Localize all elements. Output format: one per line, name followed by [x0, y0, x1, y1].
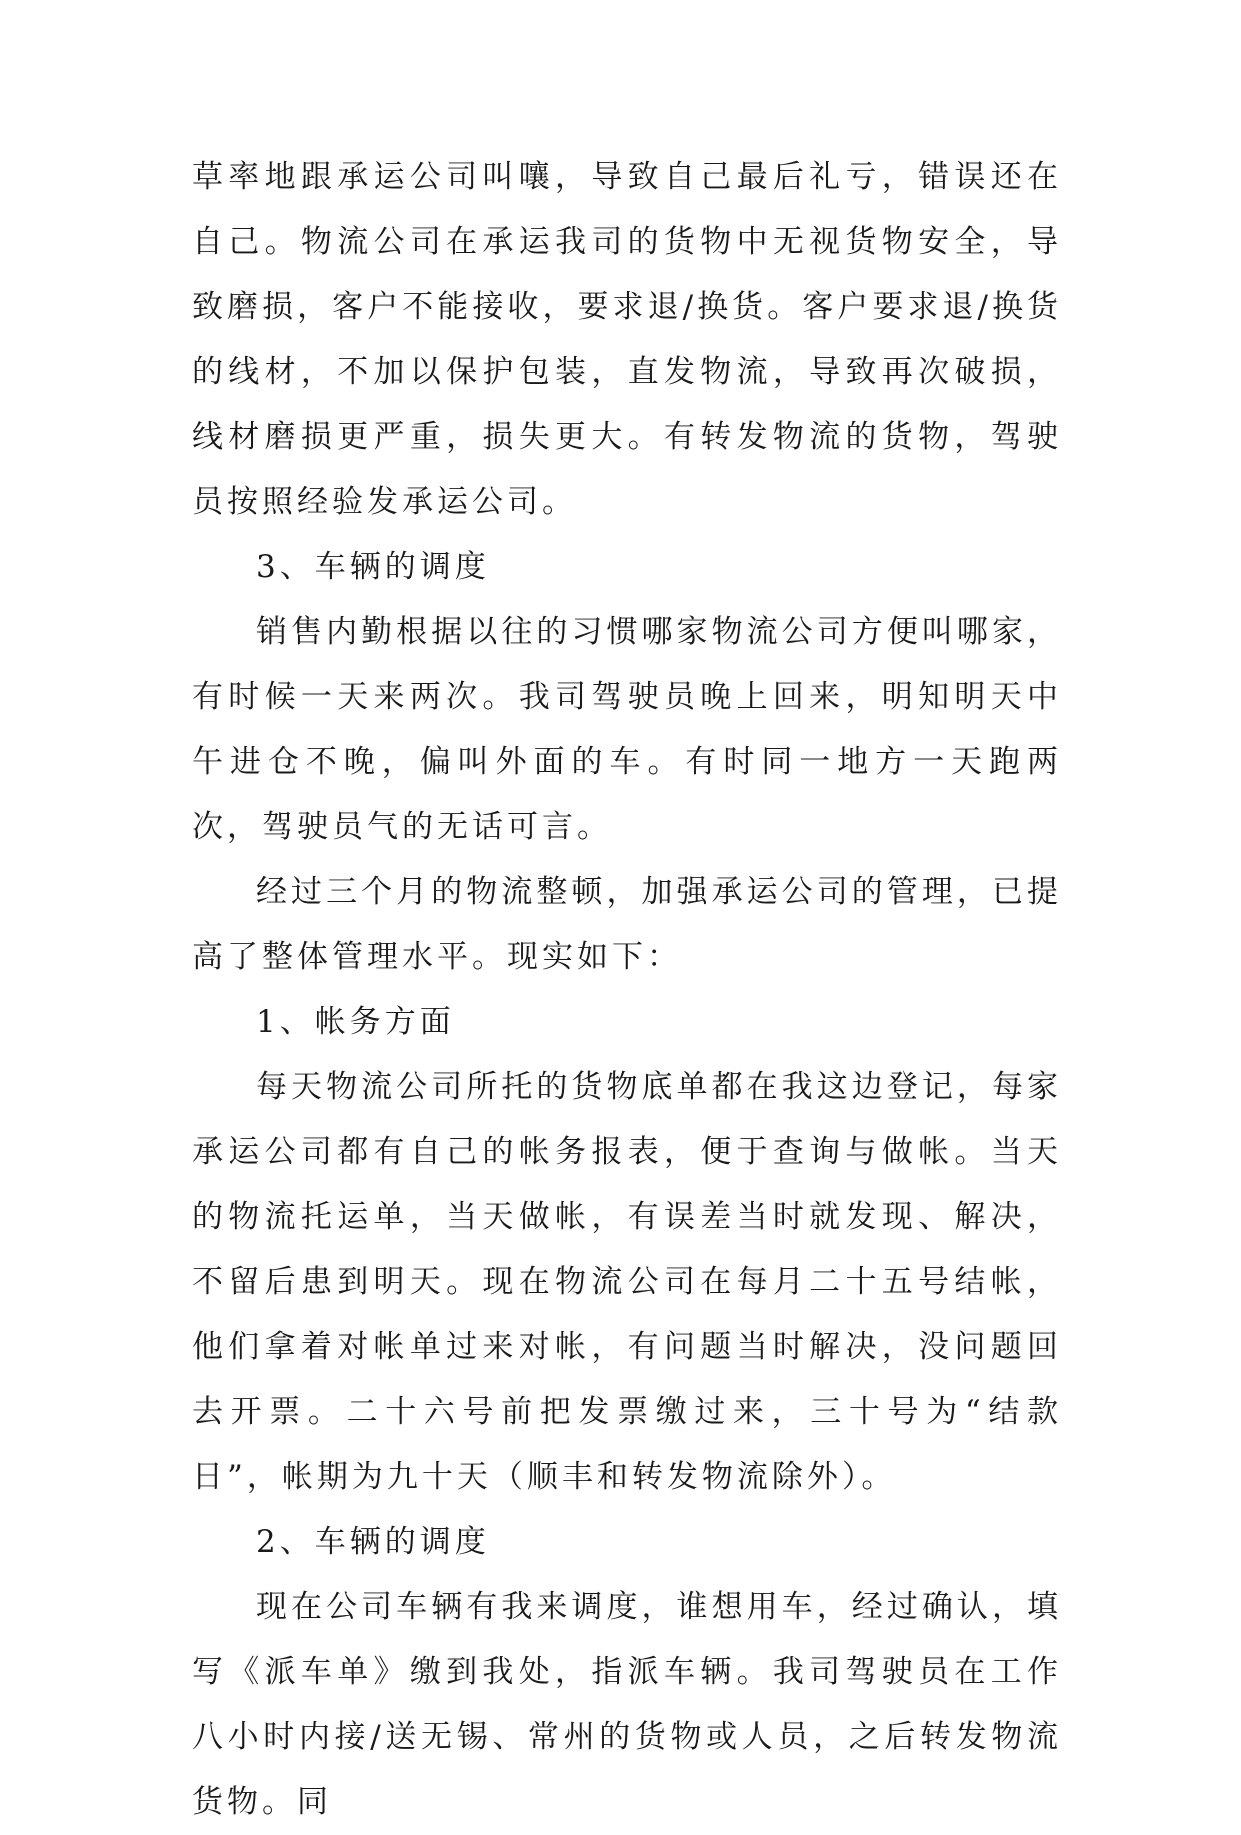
paragraph-sales-habit: 销售内勤根据以往的习惯哪家物流公司方便叫哪家，有时候一天来两次。我司驾驶员晚上回来，明知明天中午进仓不晚，偏叫外面的车。有时同一地方一天跑两次，驾驶员气的无话可言。 [192, 614, 1062, 845]
paragraph-accounts-detail: 每天物流公司所托的货物底单都在我这边登记，每家承运公司都有自己的帐务报表，便于查询与做帐。当天的物流托运单，当天做帐，有误差当时就发现、解决，不留后患到明天。现在物流公司在每月二十五号结帐，他们拿着对帐单过来对帐，有问题当时解决，没问题回去开票。二十六号前把发票缴过来，三十号为“结款日”，帐期为九十天（顺丰和转发物流除外）。 [192, 1069, 1062, 1495]
heading-vehicle-dispatch-3: 3、车辆的调度 [256, 549, 490, 585]
document-body [192, 145, 1062, 1835]
heading-vehicle-dispatch-2: 2、车辆的调度 [256, 1524, 490, 1560]
heading-accounts-1: 1、帐务方面 [256, 1004, 455, 1040]
paragraph-continued: 草率地跟承运公司叫嚷，导致自己最后礼亏，错误还在自己。物流公司在承运我司的货物中无视货物安全，导致磨损，客户不能接收，要求退/换货。客户要求退/换货的线材，不加以保护包装，直发物流，导致再次破损，线材磨损更严重，损失更大。有转发物流的货物，驾驶员按照经验发承运公司。 [192, 159, 1062, 520]
paragraph-dispatch-detail: 现在公司车辆有我来调度，谁想用车，经过确认，填写《派车单》缴到我处，指派车辆。我司驾驶员在工作八小时内接/送无锡、常州的货物或人员，之后转发物流货物。同 [192, 1589, 1062, 1820]
paragraph-three-months-rectification: 经过三个月的物流整顿，加强承运公司的管理，已提高了整体管理水平。现实如下： [192, 874, 1062, 975]
